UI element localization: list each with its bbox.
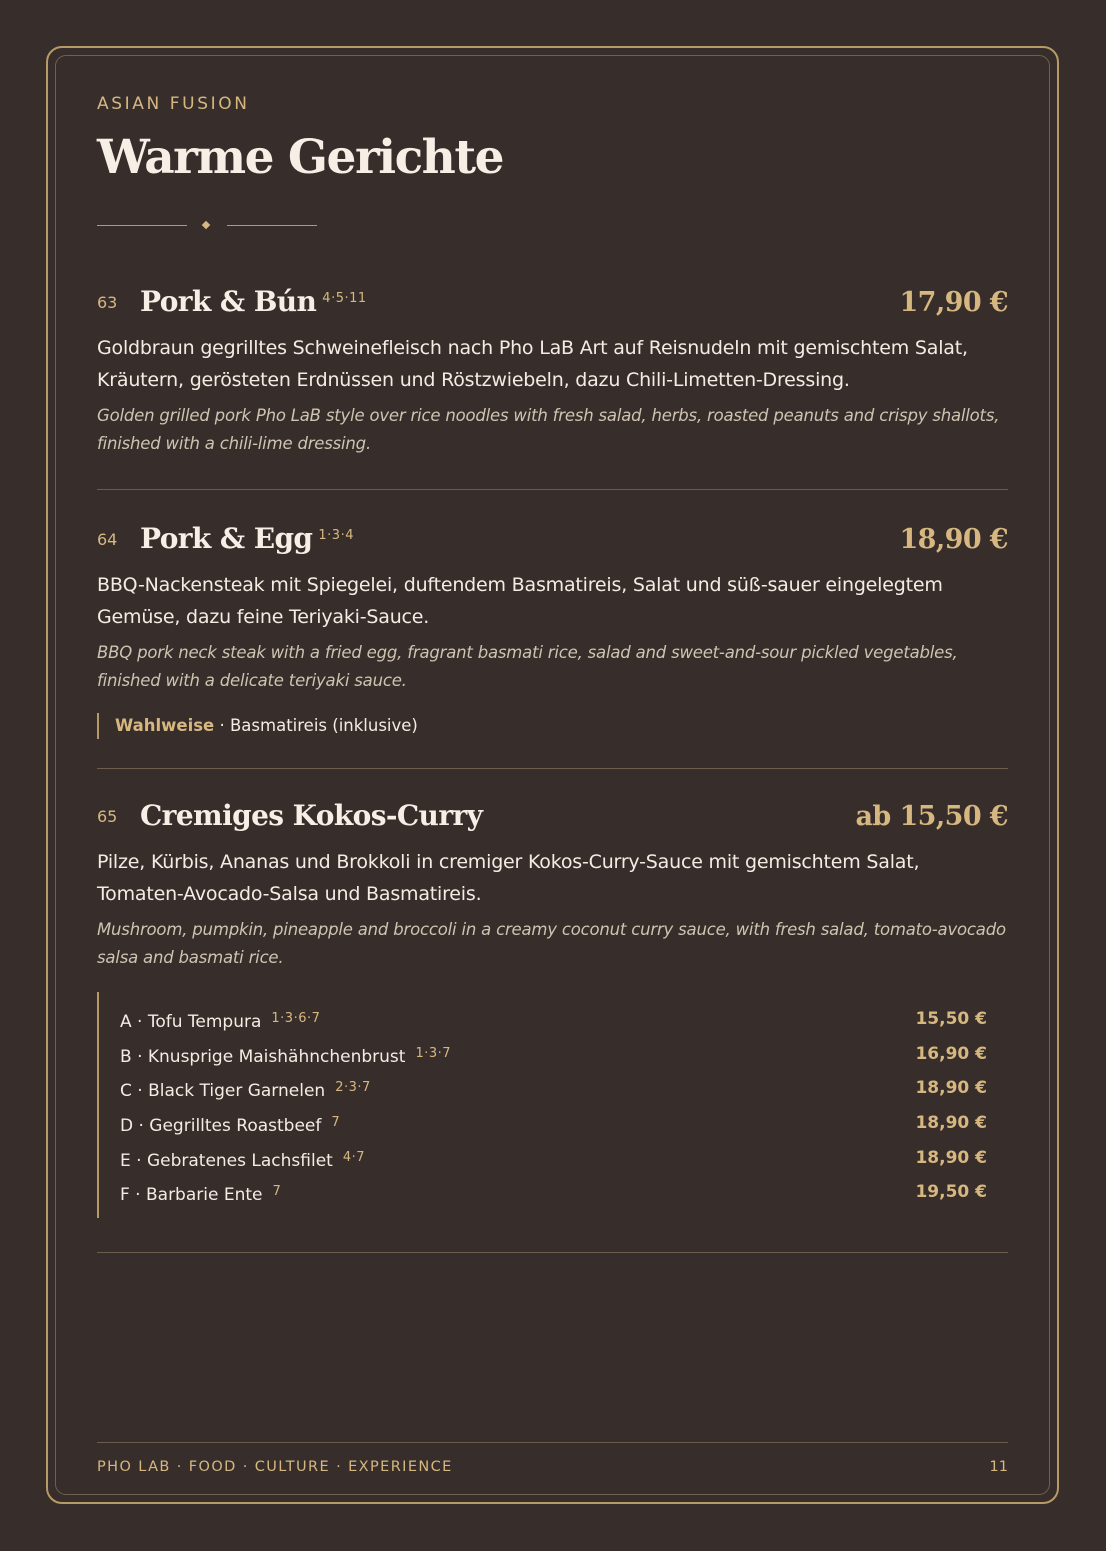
page-title: Warme Gerichte: [97, 130, 503, 185]
variant-label: B · Knusprige Maishähnchenbrust: [120, 1046, 406, 1067]
allergen-codes: 1·3·7: [415, 1045, 452, 1061]
allergen-codes: 4·5·11: [322, 291, 367, 306]
dish-item-64: [97, 515, 1008, 739]
variant-label: E · Gebratenes Lachsfilet: [120, 1150, 333, 1171]
dish-price: 18,90 €: [899, 524, 1008, 555]
allergen-codes: 1·3·6·7: [271, 1011, 321, 1026]
ornament-line-left: [97, 225, 187, 226]
option-label: Wahlweise: [115, 716, 215, 735]
dish-price: ab 15,50 €: [855, 801, 1008, 832]
section-kicker: ASIAN FUSION: [97, 94, 250, 114]
dish-header: [97, 515, 1008, 555]
dish-header: [97, 792, 1008, 832]
description-en: BBQ pork neck steak with a fried egg, fragrant basmati rice, salad and sweet-and-sour pickled vegetables, finished with a delicate teriyaki sauce.: [97, 643, 958, 690]
allergen-codes: 1·3·4: [318, 528, 354, 543]
footer-divider: [97, 1442, 1008, 1443]
variant-label: F · Barbarie Ente: [120, 1185, 263, 1206]
dish-name: [140, 799, 482, 832]
description-de: Goldbraun gegrilltes Schweinefleisch nach Pho LaB Art auf Reisnudeln mit gemischtem Salat, Kräutern, gerösteten Erdnüssen und Röstzwiebeln, dazu Chili-Limetten-Dressing.: [97, 337, 968, 391]
variant-label: A · Tofu Tempura: [120, 1012, 262, 1032]
variant-row: [120, 1106, 987, 1141]
description-de: BBQ-Nackensteak mit Spiegelei, duftendem Basmatireis, Salat und süß-sauer eingelegtem Gemüse, dazu feine Teriyaki-Sauce.: [97, 574, 943, 628]
option-text: · Basmatireis (inklusive): [219, 716, 418, 735]
variant-price: 15,50 €: [915, 1009, 987, 1029]
variant-row: [120, 1037, 987, 1072]
title-ornament: [97, 218, 317, 234]
description-en: Golden grilled pork Pho LaB style over rice noodles with fresh salad, herbs, roasted peanuts and crispy shallots, finished with a chili-lime dressing.: [97, 406, 1000, 453]
dish-item-63: [97, 278, 1008, 458]
footer-brand: PHO LAB · FOOD · CULTURE · EXPERIENCE: [97, 1459, 453, 1475]
dish-number: 65: [97, 807, 118, 826]
dish-name: [140, 285, 367, 318]
allergen-codes: 7: [331, 1115, 341, 1131]
dish-name: [140, 522, 354, 555]
variant-price: 18,90 €: [915, 1147, 987, 1168]
dish-name-text: Pork & Egg: [140, 522, 313, 555]
dish-header: [97, 278, 1008, 318]
dish-name-text: Pork & Bún: [140, 285, 317, 318]
diamond-icon: [202, 221, 210, 229]
dish-divider: [97, 489, 1008, 490]
variant-price: 18,90 €: [915, 1078, 987, 1099]
allergen-codes: 4·7: [342, 1149, 366, 1165]
variant-row: [120, 1175, 987, 1210]
variant-label: D · Gegrilltes Roastbeef: [120, 1116, 322, 1137]
dish-number: 64: [97, 530, 118, 549]
side-option: [97, 713, 1008, 739]
dish-item-65: [97, 792, 1008, 1218]
allergen-codes: 2·3·7: [335, 1080, 371, 1096]
inner-frame: [55, 55, 1050, 1495]
variant-price: 19,50 €: [915, 1182, 987, 1203]
variant-row: [120, 1071, 987, 1106]
page-number: 11: [989, 1459, 1008, 1475]
description-de: Pilze, Kürbis, Ananas und Brokkoli in cremiger Kokos-Curry-Sauce mit gemischtem Salat, Tomaten-Avocado-Salsa und Basmatireis.: [97, 851, 920, 905]
variant-price: 18,90 €: [915, 1113, 987, 1134]
dish-price: 17,90 €: [899, 287, 1008, 318]
variant-list: [97, 992, 1008, 1218]
variant-price: 16,90 €: [915, 1043, 987, 1064]
allergen-codes: 7: [272, 1184, 282, 1200]
variant-row: [120, 1002, 987, 1037]
dish-divider: [97, 1252, 1008, 1253]
variant-label: C · Black Tiger Garnelen: [120, 1081, 326, 1102]
ornament-line-right: [227, 225, 317, 226]
description-en: Mushroom, pumpkin, pineapple and broccoli in a creamy coconut curry sauce, with fresh salad, tomato-avocado salsa and basmati rice.: [97, 920, 1006, 967]
dish-divider: [97, 768, 1008, 769]
dish-number: 63: [97, 293, 118, 312]
dish-name-text: Cremiges Kokos-Curry: [140, 799, 483, 832]
variant-row: [120, 1141, 987, 1176]
